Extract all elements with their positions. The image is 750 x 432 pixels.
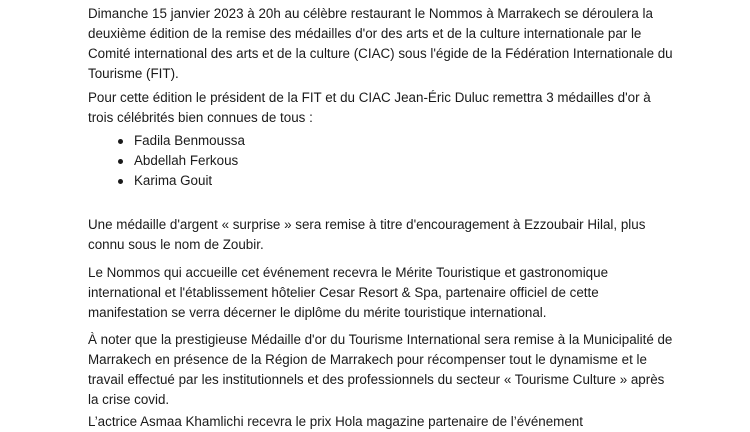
intro-paragraph: Dimanche 15 janvier 2023 à 20h au célèbre restaurant le Nommos à Marrakech se déroulera la deuxième édition de la remise des médailles d'or des arts et de la culture internationale par le Comité international des arts et de la culture (CIAC) sous l'égide de la Fédération Internationale du Tourisme (FIT). bbox=[88, 6, 673, 81]
medals-paragraph: Pour cette édition le président de la FIT et du CIAC Jean-Éric Duluc remettra 3 médailles d'or à trois célébrités bien connues de tous : bbox=[88, 90, 651, 125]
honoree-name: Karima Gouit bbox=[134, 173, 213, 188]
honoree-name: Abdellah Ferkous bbox=[134, 153, 239, 168]
bullet-icon bbox=[118, 179, 123, 184]
bullet-icon bbox=[118, 159, 123, 164]
actress-paragraph: L’actrice Asmaa Khamlichi recevra le prix Hola magazine partenaire de l’événement bbox=[88, 414, 583, 429]
nommos-paragraph: Le Nommos qui accueille cet événement recevra le Mérite Touristique et gastronomique international et l'établissement hôtelier Cesar Resort & Spa, partenaire officiel de cette manifestation se verra décerner le diplôme du mérite touristique international. bbox=[88, 265, 609, 320]
list-item bbox=[88, 151, 488, 171]
honorees-list bbox=[88, 131, 488, 191]
list-item bbox=[88, 171, 488, 191]
bullet-icon bbox=[118, 139, 123, 144]
municipality-paragraph: À noter que la prestigieuse Médaille d'or du Tourisme International sera remise à la Municipalité de Marrakech en présence de la Région de Marrakech pour récompenser tout le dynamisme et le travail effectué par les institutionnels et des professionnels du secteur « Tourisme Culture » après la crise covid. bbox=[88, 332, 673, 407]
list-item bbox=[88, 131, 488, 151]
silver-medal-paragraph: Une médaille d'argent « surprise » sera remise à titre d'encouragement à Ezzoubair Hilal, plus connu sous le nom de Zoubir. bbox=[88, 217, 646, 252]
honoree-name: Fadila Benmoussa bbox=[134, 133, 245, 148]
